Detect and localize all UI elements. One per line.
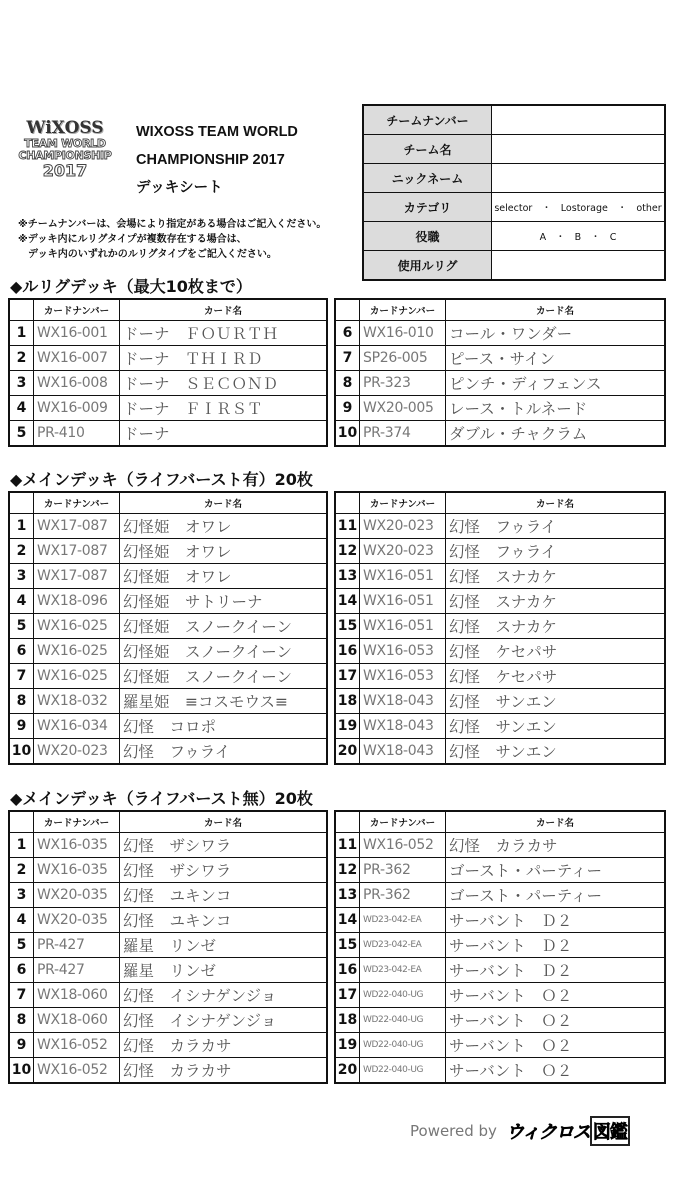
card-number-cell[interactable]: WX18-043: [360, 689, 446, 714]
table-row: [335, 858, 665, 883]
card-number-cell[interactable]: WX17-087: [34, 514, 120, 539]
card-number-cell[interactable]: PR-427: [34, 933, 120, 958]
card-number-cell[interactable]: WX16-009: [34, 396, 120, 421]
header-index: [9, 492, 34, 514]
row-index: 1: [9, 321, 34, 346]
header-index: [9, 811, 34, 833]
row-index: 7: [335, 346, 360, 371]
card-number-cell[interactable]: WX18-043: [360, 714, 446, 739]
table-row: [335, 833, 665, 858]
row-index: 15: [335, 933, 360, 958]
table-row: [9, 883, 327, 908]
table-header-row: [9, 492, 327, 514]
card-name-cell[interactable]: 幻怪 イシナゲンジョ: [120, 1008, 328, 1033]
row-index: 4: [9, 396, 34, 421]
row-index: 16: [335, 639, 360, 664]
card-number-cell[interactable]: WX16-008: [34, 371, 120, 396]
nickname-label: ニックネーム: [363, 164, 492, 193]
row-index: 6: [9, 639, 34, 664]
row-index: 15: [335, 614, 360, 639]
table-row: [9, 539, 327, 564]
card-name-cell[interactable]: 幻怪 カラカサ: [120, 1058, 328, 1084]
card-name-cell[interactable]: 幻怪 スナカケ: [446, 589, 666, 614]
card-name-cell[interactable]: ドーナ ＦＯＵＲＴＨ: [120, 321, 328, 346]
card-number-cell[interactable]: WD22-040-UG: [360, 1008, 446, 1033]
table-row: [9, 933, 327, 958]
table-row: [335, 1008, 665, 1033]
card-number-cell[interactable]: PR-374: [360, 421, 446, 447]
table-row: [335, 739, 665, 765]
row-index: 10: [9, 739, 34, 765]
table-row: [9, 833, 327, 858]
card-name-cell[interactable]: 幻怪 ユキンコ: [120, 908, 328, 933]
card-name-cell[interactable]: 幻怪 フゥライ: [120, 739, 328, 765]
card-number-cell[interactable]: WX18-060: [34, 1008, 120, 1033]
header-card-number: カードナンバー: [34, 492, 120, 514]
row-index: 9: [335, 396, 360, 421]
card-name-cell[interactable]: サーバント Ｏ２: [446, 1033, 666, 1058]
logo-text: 2017: [42, 161, 88, 180]
row-index: 2: [9, 539, 34, 564]
card-number-cell[interactable]: PR-362: [360, 883, 446, 908]
row-index: 20: [335, 739, 360, 765]
row-index: 18: [335, 1008, 360, 1033]
card-name-cell[interactable]: ドーナ ＴＨＩＲＤ: [120, 346, 328, 371]
card-number-cell[interactable]: WX20-035: [34, 883, 120, 908]
team-name-field[interactable]: [492, 135, 666, 164]
table-row: [9, 564, 327, 589]
row-index: 19: [335, 714, 360, 739]
row-index: 10: [9, 1058, 34, 1084]
note-line: デッキ内のいずれかのルリグタイプをご記入ください。: [18, 249, 277, 260]
card-number-cell[interactable]: WX16-053: [360, 639, 446, 664]
header-card-name: カード名: [446, 492, 666, 514]
table-header-row: [335, 811, 665, 833]
brand-text: ウィクロス: [506, 1122, 590, 1143]
row-index: 5: [9, 421, 34, 447]
table-row: [9, 908, 327, 933]
row-index: 3: [9, 883, 34, 908]
row-index: 14: [335, 908, 360, 933]
row-index: 19: [335, 1033, 360, 1058]
table-row: [335, 564, 665, 589]
card-table: [334, 491, 666, 765]
team-name-label: チーム名: [363, 135, 492, 164]
card-table: [8, 810, 328, 1084]
card-number-cell[interactable]: WX16-025: [34, 614, 120, 639]
powered-by-text: Powered by: [410, 1122, 497, 1140]
header-card-name: カード名: [120, 299, 328, 321]
card-number-cell[interactable]: WX18-043: [360, 739, 446, 765]
table-row: [335, 908, 665, 933]
table-row: [9, 664, 327, 689]
card-table: [8, 491, 328, 765]
logo-text: TEAM WORLD: [24, 137, 106, 150]
card-number-cell[interactable]: PR-427: [34, 958, 120, 983]
row-index: 8: [9, 1008, 34, 1033]
card-name-cell[interactable]: ダブル・チャクラム: [446, 421, 666, 447]
row-index: 18: [335, 689, 360, 714]
card-name-cell[interactable]: 幻怪 ユキンコ: [120, 883, 328, 908]
row-index: 7: [9, 664, 34, 689]
row-index: 1: [9, 514, 34, 539]
card-name-cell[interactable]: 羅星姫 ≡コスモウス≡: [120, 689, 328, 714]
card-table: [8, 298, 328, 447]
row-index: 3: [9, 564, 34, 589]
card-name-cell[interactable]: 幻怪 ザシワラ: [120, 833, 328, 858]
title-line: デッキシート: [136, 180, 223, 196]
card-number-cell[interactable]: WX16-053: [360, 664, 446, 689]
row-index: 12: [335, 539, 360, 564]
table-header-row: [335, 492, 665, 514]
row-index: 4: [9, 589, 34, 614]
card-number-cell[interactable]: WX20-023: [360, 539, 446, 564]
card-number-cell[interactable]: WX16-025: [34, 639, 120, 664]
header-card-number: カードナンバー: [360, 299, 446, 321]
category-options[interactable]: selector ・ Lostorage ・ other: [492, 193, 666, 222]
card-name-cell[interactable]: 幻怪 フゥライ: [446, 514, 666, 539]
row-index: 13: [335, 883, 360, 908]
card-number-cell[interactable]: WX17-087: [34, 539, 120, 564]
main-deck-nolb: [8, 810, 666, 1084]
table-row: [9, 321, 327, 346]
card-table: [334, 810, 666, 1084]
card-name-cell[interactable]: 幻怪 スナカケ: [446, 564, 666, 589]
row-index: 6: [9, 958, 34, 983]
row-index: 10: [335, 421, 360, 447]
card-name-cell[interactable]: 幻怪 イシナゲンジョ: [120, 983, 328, 1008]
card-number-cell[interactable]: WD23-042-EA: [360, 933, 446, 958]
table-row: [9, 1033, 327, 1058]
card-name-cell[interactable]: 幻怪姫 スノークイーン: [120, 614, 328, 639]
table-row: [335, 321, 665, 346]
row-index: 2: [9, 858, 34, 883]
card-number-cell[interactable]: WD23-042-EA: [360, 958, 446, 983]
row-index: 9: [9, 1033, 34, 1058]
card-number-cell[interactable]: WD22-040-UG: [360, 983, 446, 1008]
row-index: 1: [9, 833, 34, 858]
card-number-cell[interactable]: WX16-051: [360, 589, 446, 614]
row-index: 16: [335, 958, 360, 983]
card-name-cell[interactable]: 幻怪姫 オワレ: [120, 564, 328, 589]
table-row: [9, 514, 327, 539]
table-row: [335, 689, 665, 714]
table-row: [9, 858, 327, 883]
header-index: [335, 299, 360, 321]
card-name-cell[interactable]: サーバント Ｄ２: [446, 958, 666, 983]
table-row: [9, 1058, 327, 1084]
card-name-cell[interactable]: 幻怪 カラカサ: [446, 833, 666, 858]
team-number-field[interactable]: [492, 105, 666, 135]
table-row: [335, 371, 665, 396]
row-index: 14: [335, 589, 360, 614]
table-row: [9, 739, 327, 765]
table-row: [9, 958, 327, 983]
card-name-cell[interactable]: 幻怪 スナカケ: [446, 614, 666, 639]
card-name-cell[interactable]: 幻怪姫 オワレ: [120, 539, 328, 564]
card-number-cell[interactable]: WX16-051: [360, 564, 446, 589]
card-number-cell[interactable]: WX16-052: [360, 833, 446, 858]
title-line: WIXOSS TEAM WORLD: [136, 124, 298, 140]
card-name-cell[interactable]: 幻怪 コロポ: [120, 714, 328, 739]
table-row: [9, 1008, 327, 1033]
card-name-cell[interactable]: 幻怪 ケセパサ: [446, 639, 666, 664]
card-name-cell[interactable]: 羅星 リンゼ: [120, 933, 328, 958]
wixoss-logo: [16, 118, 114, 198]
table-header-row: [9, 811, 327, 833]
table-row: [335, 1033, 665, 1058]
main-deck-nolb-title: ◆メインデッキ（ライフバースト無）20枚: [10, 789, 313, 808]
header-card-name: カード名: [446, 299, 666, 321]
card-name-cell[interactable]: 幻怪 カラカサ: [120, 1033, 328, 1058]
main-deck-lb-title: ◆メインデッキ（ライフバースト有）20枚: [10, 470, 313, 489]
table-row: [335, 346, 665, 371]
table-row: [335, 639, 665, 664]
table-row: [335, 614, 665, 639]
card-number-cell[interactable]: WX16-034: [34, 714, 120, 739]
row-index: 17: [335, 983, 360, 1008]
lrig-field[interactable]: [492, 251, 666, 281]
card-number-cell[interactable]: WX16-001: [34, 321, 120, 346]
card-name-cell[interactable]: 幻怪姫 オワレ: [120, 514, 328, 539]
lrig-label: 使用ルリグ: [363, 251, 492, 281]
header-card-name: カード名: [446, 811, 666, 833]
row-index: 13: [335, 564, 360, 589]
table-row: [335, 421, 665, 447]
table-header-row: [9, 299, 327, 321]
team-info-table: [362, 104, 666, 281]
header-card-number: カードナンバー: [34, 811, 120, 833]
table-row: [335, 714, 665, 739]
card-number-cell[interactable]: WX18-032: [34, 689, 120, 714]
title-line: CHAMPIONSHIP 2017: [136, 152, 285, 168]
card-name-cell[interactable]: サーバント Ｏ２: [446, 1008, 666, 1033]
table-row: [9, 346, 327, 371]
table-header-row: [335, 299, 665, 321]
row-index: 6: [335, 321, 360, 346]
card-name-cell[interactable]: 幻怪 サンエン: [446, 689, 666, 714]
card-name-cell[interactable]: 幻怪 ザシワラ: [120, 858, 328, 883]
card-number-cell[interactable]: WX17-087: [34, 564, 120, 589]
card-name-cell[interactable]: ドーナ: [120, 421, 328, 447]
table-row: [335, 1058, 665, 1084]
card-number-cell[interactable]: WX20-023: [360, 514, 446, 539]
card-name-cell[interactable]: ゴースト・パーティー: [446, 883, 666, 908]
card-number-cell[interactable]: PR-410: [34, 421, 120, 447]
table-row: [9, 371, 327, 396]
card-name-cell[interactable]: 羅星 リンゼ: [120, 958, 328, 983]
row-index: 8: [9, 689, 34, 714]
card-number-cell[interactable]: WD22-040-UG: [360, 1058, 446, 1084]
header-index: [9, 299, 34, 321]
table-row: [335, 589, 665, 614]
card-name-cell[interactable]: 幻怪姫 サトリーナ: [120, 589, 328, 614]
row-index: 5: [9, 614, 34, 639]
card-name-cell[interactable]: 幻怪姫 スノークイーン: [120, 664, 328, 689]
main-deck-lb: [8, 491, 666, 765]
table-row: [9, 589, 327, 614]
table-row: [335, 883, 665, 908]
card-name-cell[interactable]: ピンチ・ディフェンス: [446, 371, 666, 396]
lrig-deck-title: ◆ルリグデッキ（最大10枚まで）: [10, 277, 252, 296]
row-index: 3: [9, 371, 34, 396]
card-number-cell[interactable]: WX16-025: [34, 664, 120, 689]
card-number-cell[interactable]: WX16-035: [34, 858, 120, 883]
logo-text: WiXOSS: [26, 118, 104, 138]
table-row: [335, 396, 665, 421]
card-name-cell[interactable]: ドーナ ＳＥＣＯＮＤ: [120, 371, 328, 396]
table-row: [335, 933, 665, 958]
card-number-cell[interactable]: WX20-035: [34, 908, 120, 933]
brand-box-text: 図鑑: [590, 1116, 630, 1146]
header-card-name: カード名: [120, 492, 328, 514]
card-number-cell[interactable]: WX16-051: [360, 614, 446, 639]
row-index: 9: [9, 714, 34, 739]
notes: [18, 217, 326, 262]
row-index: 11: [335, 514, 360, 539]
card-name-cell[interactable]: サーバント Ｏ２: [446, 1058, 666, 1084]
card-number-cell[interactable]: WX16-052: [34, 1058, 120, 1084]
card-name-cell[interactable]: ゴースト・パーティー: [446, 858, 666, 883]
header-card-name: カード名: [120, 811, 328, 833]
card-name-cell[interactable]: 幻怪姫 スノークイーン: [120, 639, 328, 664]
header-index: [335, 811, 360, 833]
card-name-cell[interactable]: サーバント Ｏ２: [446, 983, 666, 1008]
brand-logo: [506, 1116, 630, 1146]
card-number-cell[interactable]: WX20-005: [360, 396, 446, 421]
header-index: [335, 492, 360, 514]
card-number-cell[interactable]: WD22-040-UG: [360, 1033, 446, 1058]
card-number-cell[interactable]: PR-323: [360, 371, 446, 396]
card-name-cell[interactable]: コール・ワンダー: [446, 321, 666, 346]
table-row: [9, 421, 327, 447]
note-line: ※デッキ内にルリグタイプが複数存在する場合は、: [18, 234, 247, 245]
card-name-cell[interactable]: 幻怪 ケセパサ: [446, 664, 666, 689]
row-index: 5: [9, 933, 34, 958]
table-row: [335, 664, 665, 689]
table-row: [9, 714, 327, 739]
row-index: 11: [335, 833, 360, 858]
table-row: [335, 983, 665, 1008]
row-index: 2: [9, 346, 34, 371]
card-number-cell[interactable]: WX18-060: [34, 983, 120, 1008]
table-row: [335, 514, 665, 539]
header-card-number: カードナンバー: [34, 299, 120, 321]
table-row: [335, 539, 665, 564]
nickname-field[interactable]: [492, 164, 666, 193]
card-name-cell[interactable]: 幻怪 フゥライ: [446, 539, 666, 564]
table-row: [9, 396, 327, 421]
card-name-cell[interactable]: 幻怪 サンエン: [446, 714, 666, 739]
card-name-cell[interactable]: ドーナ ＦＩＲＳＴ: [120, 396, 328, 421]
row-index: 17: [335, 664, 360, 689]
card-number-cell[interactable]: SP26-005: [360, 346, 446, 371]
role-options[interactable]: A ・ B ・ C: [492, 222, 666, 251]
note-line: ※チームナンバーは、会場により指定がある場合はご記入ください。: [18, 219, 327, 230]
card-number-cell[interactable]: WX16-035: [34, 833, 120, 858]
card-name-cell[interactable]: サーバント Ｄ２: [446, 908, 666, 933]
row-index: 8: [335, 371, 360, 396]
card-number-cell[interactable]: WX16-052: [34, 1033, 120, 1058]
table-row: [9, 689, 327, 714]
table-row: [335, 958, 665, 983]
sheet-title: [136, 118, 298, 202]
card-name-cell[interactable]: 幻怪 サンエン: [446, 739, 666, 765]
row-index: 20: [335, 1058, 360, 1084]
card-number-cell[interactable]: WD23-042-EA: [360, 908, 446, 933]
card-name-cell[interactable]: サーバント Ｄ２: [446, 933, 666, 958]
card-table: [334, 298, 666, 447]
card-number-cell[interactable]: WX16-010: [360, 321, 446, 346]
header-card-number: カードナンバー: [360, 492, 446, 514]
header-card-number: カードナンバー: [360, 811, 446, 833]
card-number-cell[interactable]: PR-362: [360, 858, 446, 883]
card-name-cell[interactable]: レース・トルネード: [446, 396, 666, 421]
card-number-cell[interactable]: WX20-023: [34, 739, 120, 765]
row-index: 12: [335, 858, 360, 883]
lrig-deck: [8, 298, 666, 447]
table-row: [9, 614, 327, 639]
category-label: カテゴリ: [363, 193, 492, 222]
card-name-cell[interactable]: ピース・サイン: [446, 346, 666, 371]
role-label: 役職: [363, 222, 492, 251]
row-index: 4: [9, 908, 34, 933]
team-number-label: チームナンバー: [363, 105, 492, 135]
table-row: [9, 983, 327, 1008]
logo-text: CHAMPIONSHIP: [18, 149, 112, 162]
table-row: [9, 639, 327, 664]
card-number-cell[interactable]: WX16-007: [34, 346, 120, 371]
row-index: 7: [9, 983, 34, 1008]
card-number-cell[interactable]: WX18-096: [34, 589, 120, 614]
